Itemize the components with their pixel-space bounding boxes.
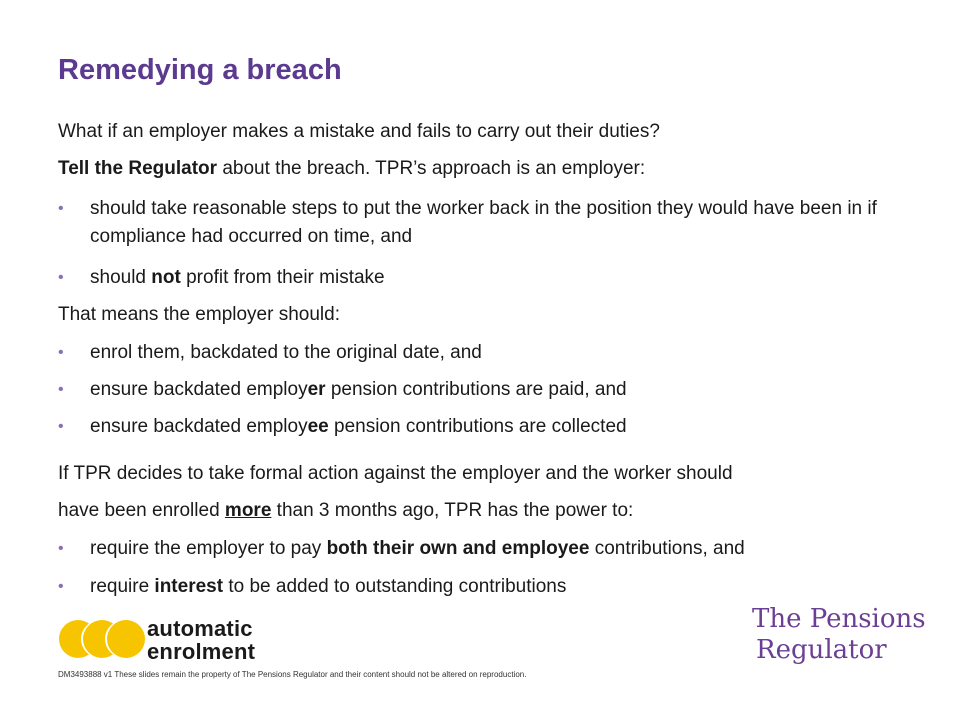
ae-circle-3-icon (107, 620, 145, 658)
ae-line1: automatic (147, 616, 253, 641)
bullet-text-post: pension contributions are collected (328, 416, 627, 437)
power-text-post: than 3 months ago, TPR has the power to: (271, 500, 634, 521)
bullet-employee-contributions (58, 413, 627, 441)
bullet-dot: • (58, 200, 64, 217)
tell-regulator-bold: Tell the Regulator (58, 158, 218, 179)
bullet-dot: • (58, 540, 64, 557)
formal-action-text: If TPR decides to take formal action against the employer and the worker should (58, 463, 733, 484)
bullet-text-pre: ensure backdated employ (90, 379, 308, 400)
bullet-text-pre: require the employer to pay (90, 538, 327, 559)
bullet-not-profit (58, 264, 385, 292)
tpr-line2: Regulator (756, 635, 887, 665)
employer-should-text: That means the employer should: (58, 304, 340, 325)
bullet-dot: • (58, 418, 64, 435)
bullet-text-bold: interest (154, 576, 224, 597)
bullet-text: should take reasonable steps to put the worker back in the position they would have been in if compliance had occurred on time, and (90, 198, 877, 247)
bullet-pay-both (58, 535, 745, 563)
bullet-reasonable-steps (58, 195, 928, 251)
slide-title: Remedying a breach (58, 54, 342, 86)
ae-line2: enrolment (147, 639, 256, 664)
bullet-dot: • (58, 269, 64, 286)
power-line (58, 497, 633, 525)
tell-regulator-rest: about the breach. TPR’s approach is an employer: (217, 158, 646, 179)
bullet-text-post: contributions, and (589, 538, 745, 559)
footer-disclaimer: DM3493888 v1 These slides remain the property of The Pensions Regulator and their content should not be altered on reproduction. (58, 670, 527, 679)
bullet-employer-contributions (58, 376, 627, 404)
question-text: What if an employer makes a mistake and fails to carry out their duties? (58, 121, 660, 142)
bullet-text-post: pension contributions are paid, and (325, 379, 627, 400)
power-text-bold: more (224, 500, 272, 521)
bullet-enrol (58, 339, 482, 367)
pensions-regulator-logo (752, 604, 926, 666)
tpr-line1: The Pensions (752, 604, 926, 634)
bullet-text-pre: should (90, 267, 152, 288)
bullet-text-pre: require (90, 576, 155, 597)
bullet-text-bold: both their own and employee (326, 538, 590, 559)
tell-regulator-line (58, 155, 645, 183)
automatic-enrolment-wordmark (147, 617, 255, 663)
bullet-text: enrol them, backdated to the original date, and (90, 342, 482, 363)
bullet-interest (58, 573, 566, 601)
bullet-text-bold: not (151, 267, 181, 288)
bullet-text-bold: er (307, 379, 326, 400)
employer-should-line (58, 301, 340, 329)
bullet-dot: • (58, 344, 64, 361)
bullet-dot: • (58, 578, 64, 595)
question-line (58, 118, 660, 146)
formal-action-line (58, 460, 733, 488)
bullet-dot: • (58, 381, 64, 398)
bullet-text-post: profit from their mistake (180, 267, 385, 288)
power-text-pre: have been enrolled (58, 500, 225, 521)
bullet-text-bold: ee (307, 416, 329, 437)
bullet-text-pre: ensure backdated employ (90, 416, 308, 437)
bullet-text-post: to be added to outstanding contributions (223, 576, 567, 597)
